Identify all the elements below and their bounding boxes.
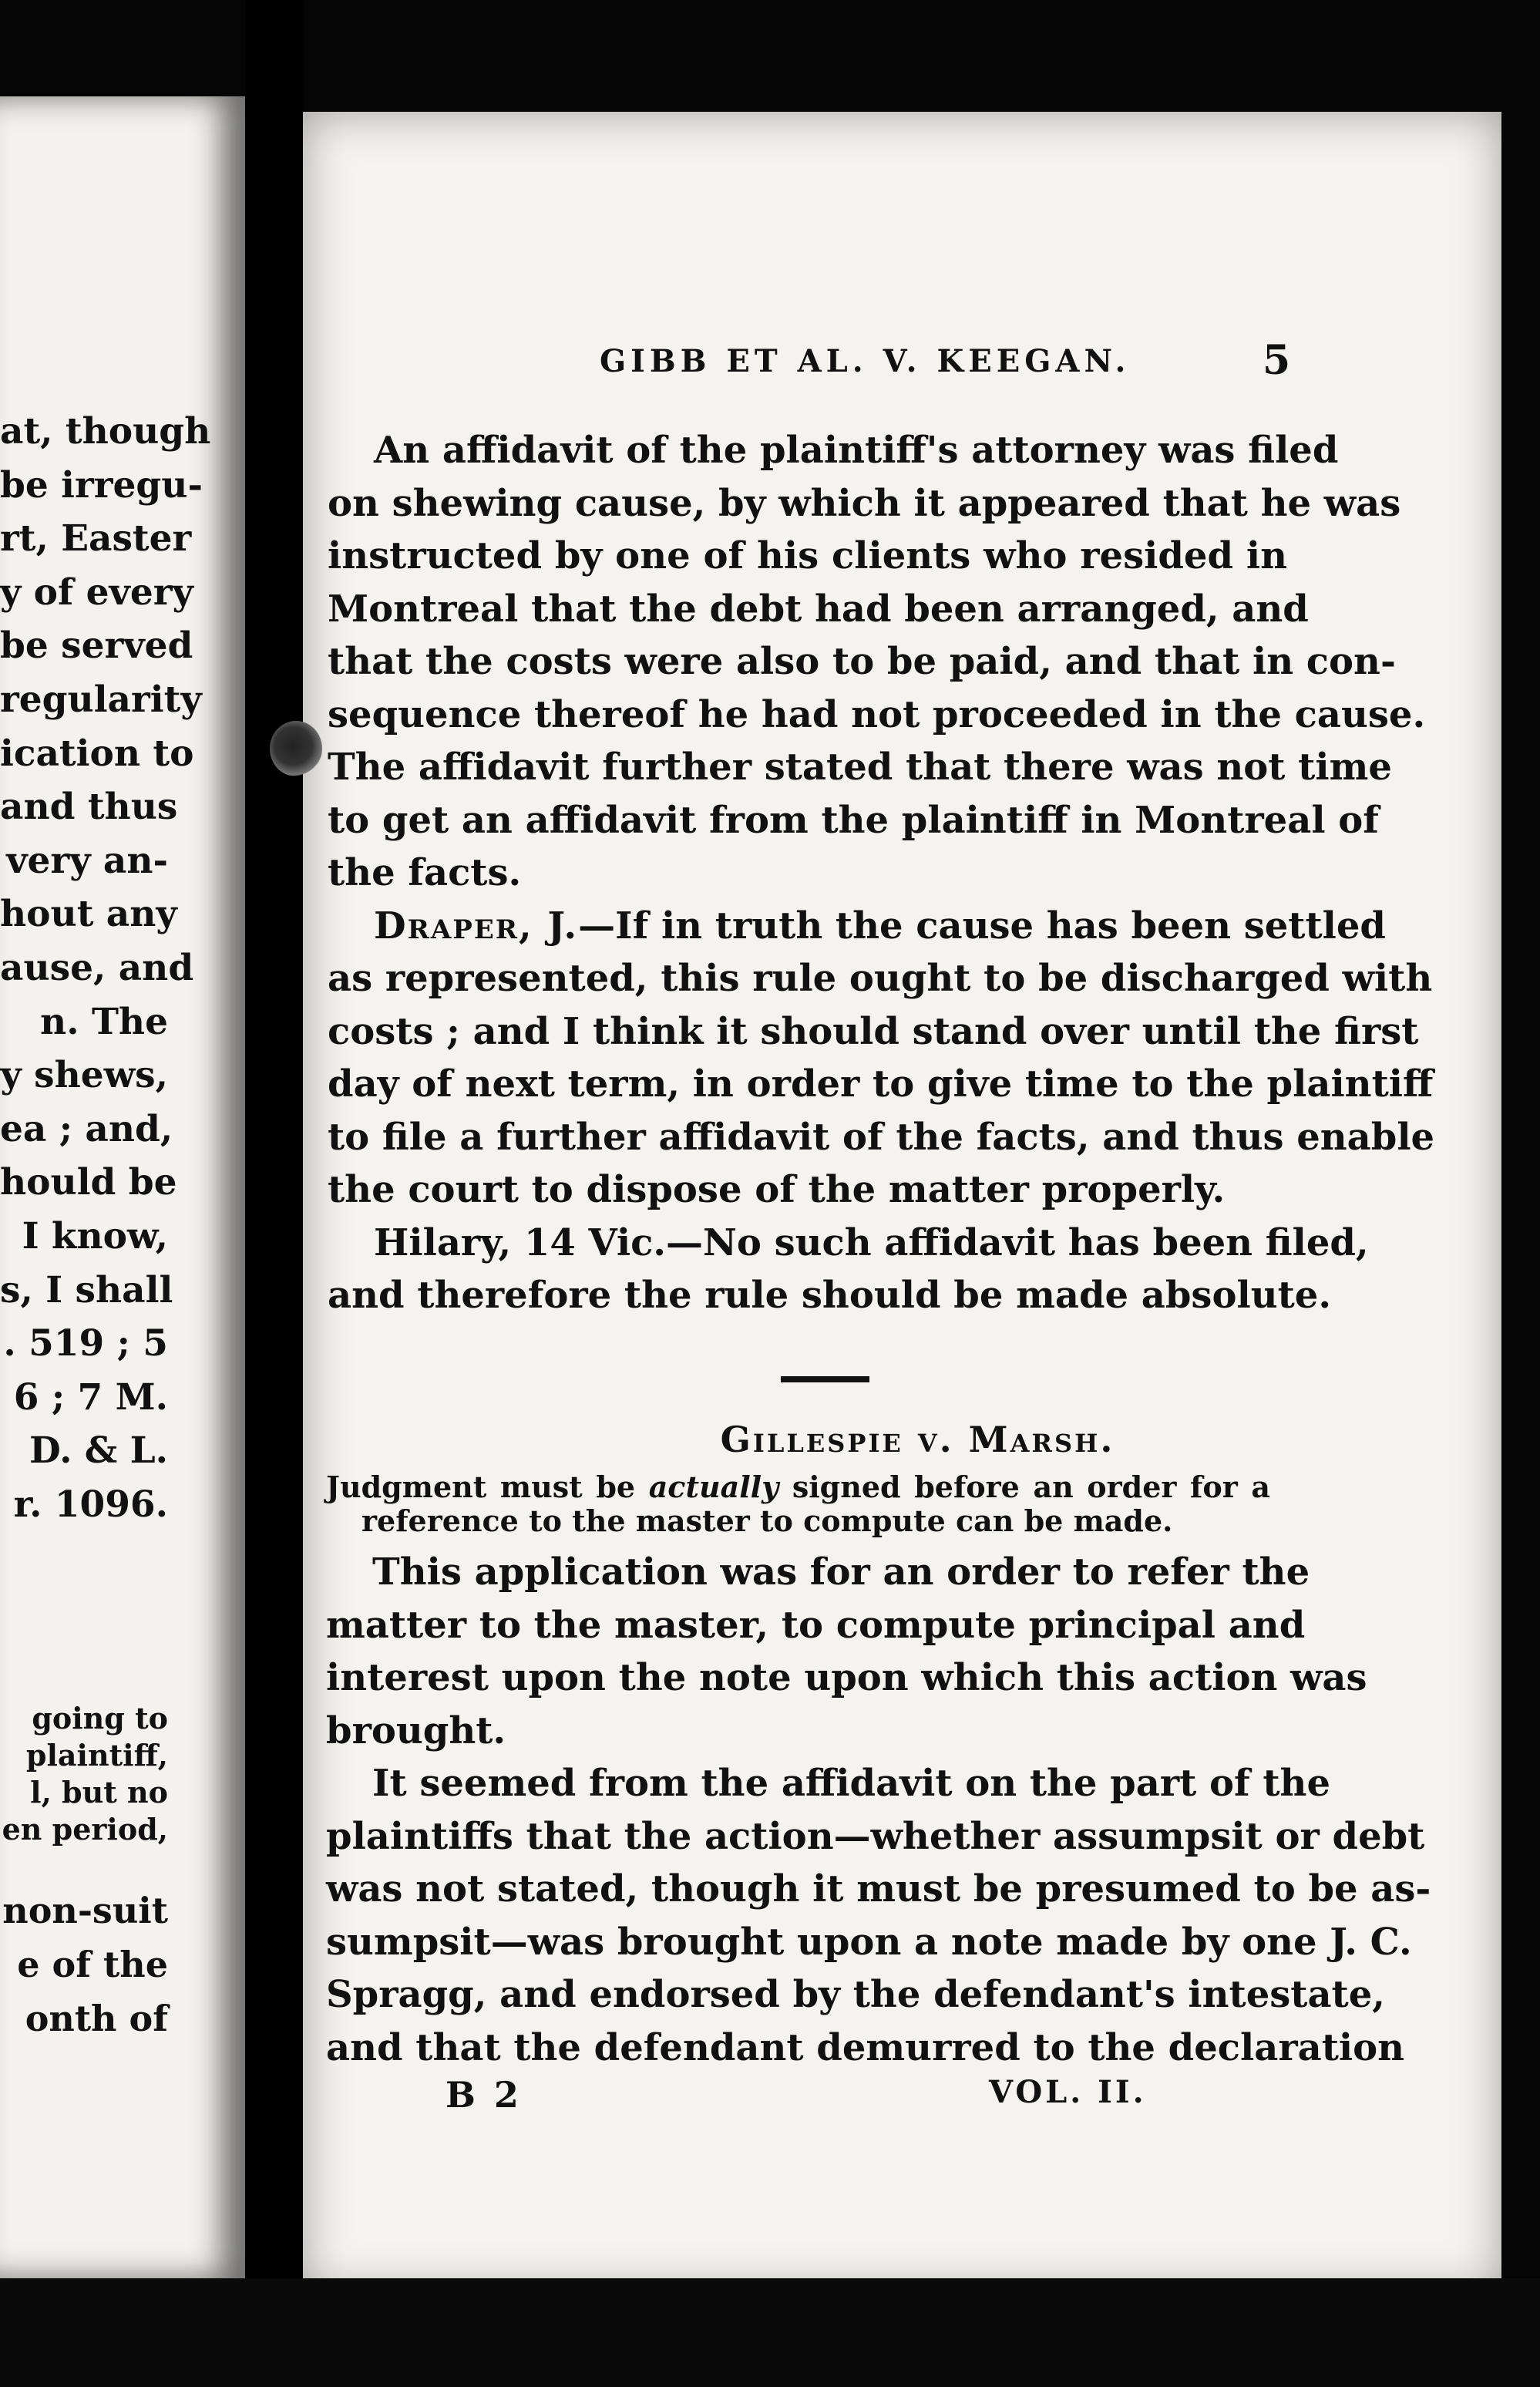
page-footer: [303, 2074, 1501, 2120]
left-line: ause, and: [0, 946, 194, 989]
text-line: that the costs were also to be paid, and that in con-: [328, 640, 1396, 683]
text-line: The affidavit further stated that there was not time: [328, 746, 1392, 789]
text-line: was not stated, though it must be presumed to be as-: [326, 1867, 1431, 1911]
text-line: the facts.: [328, 851, 522, 894]
signature-mark: B 2: [446, 2074, 522, 2116]
left-line: plaintiff,: [25, 1738, 168, 1773]
case-1-body: [328, 424, 1435, 1322]
case-title: Gillespie v. Marsh.: [720, 1419, 1115, 1460]
left-line: be served: [0, 625, 193, 668]
text-fragment: signed before an order for a: [778, 1470, 1271, 1504]
left-line: en period,: [2, 1812, 168, 1847]
text-line: This application was for an order to refer the: [372, 1550, 1310, 1594]
left-line: hout any: [0, 893, 177, 936]
case-2-body: [326, 1546, 1431, 2074]
left-line: r. 1096.: [13, 1483, 168, 1526]
left-line: 6 ; 7 M.: [13, 1375, 168, 1419]
text-line: and therefore the rule should be made absolute.: [328, 1274, 1332, 1317]
text-line: instructed by one of his clients who resided in: [328, 534, 1287, 577]
left-line: y of every: [0, 571, 193, 614]
text-line: as represented, this rule ought to be discharged with: [328, 957, 1433, 1000]
text-line: It seemed from the affidavit on the part of the: [372, 1762, 1330, 1805]
left-page-text-bottom: [0, 1700, 168, 2045]
left-line: very an-: [6, 839, 168, 882]
left-line: y shews,: [0, 1054, 168, 1097]
left-line: e of the: [17, 1944, 168, 1985]
paragraph: [326, 1757, 1431, 2074]
text-line: day of next term, in order to give time to the plaintiff: [328, 1062, 1434, 1106]
text-line: sumpsit—was brought upon a note made by one J. C.: [326, 1920, 1412, 1964]
text-line: sequence thereof he had not proceeded in the cause.: [328, 692, 1426, 736]
left-line: l, but no: [30, 1775, 168, 1810]
text-line: matter to the master, to compute principal and: [326, 1603, 1306, 1647]
ink-blot: [270, 721, 322, 776]
left-line: . 519 ; 5: [3, 1322, 168, 1365]
paragraph: [328, 1217, 1369, 1322]
paragraph: [328, 900, 1435, 1217]
headnote-line: reference to the master to compute can be made.: [361, 1503, 1173, 1538]
text-line: on shewing cause, by which it appeared that he was: [328, 481, 1401, 525]
left-line: I know,: [22, 1214, 168, 1257]
left-line: ea ; and,: [0, 1107, 173, 1150]
text-line: to get an affidavit from the plaintiff in Montreal of: [328, 798, 1379, 842]
left-line: regularity: [0, 678, 202, 721]
page-number: 5: [1263, 337, 1291, 384]
text-line: brought.: [326, 1709, 506, 1752]
left-line: going to: [32, 1701, 168, 1736]
left-line: hould be: [0, 1161, 177, 1204]
text-line: costs ; and I think it should stand over until the first: [328, 1009, 1419, 1053]
left-line: non-suit: [2, 1890, 168, 1931]
main-page: [303, 112, 1501, 2294]
running-head-title: GIBB ET AL. V. KEEGAN.: [600, 343, 1131, 379]
text-line: and that the defendant demurred to the declaration: [326, 2025, 1405, 2069]
text-line: An affidavit of the plaintiff's attorney was filed: [374, 429, 1339, 472]
left-line: rt, Easter: [0, 517, 192, 561]
text-line: Spragg, and endorsed by the defendant's intestate,: [326, 1973, 1385, 2016]
text-fragment: Judgment must be: [326, 1470, 649, 1504]
left-line: n. The: [40, 1000, 168, 1043]
book-gutter: [245, 0, 303, 2387]
left-line: be irregu-: [0, 463, 203, 507]
text-line: to file a further affidavit of the facts, and thus enable: [328, 1115, 1435, 1159]
left-facing-page: [0, 96, 245, 2278]
paragraph: [328, 424, 1426, 900]
section-rule: [781, 1376, 869, 1382]
left-line: and thus: [0, 786, 178, 829]
left-line: D. & L.: [29, 1429, 168, 1473]
left-page-text-top: [0, 405, 211, 1531]
text-line: the court to dispose of the matter properly.: [328, 1168, 1226, 1211]
volume-label: VOL. II.: [989, 2074, 1147, 2110]
text-line: [328, 900, 1386, 953]
left-line: s, I shall: [0, 1268, 173, 1311]
paragraph: [326, 1546, 1367, 1757]
text-line: Hilary, 14 Vic.—No such affidavit has been filed,: [374, 1220, 1369, 1264]
text-line: Montreal that the debt had been arranged, and: [328, 587, 1309, 631]
text-line: plaintiffs that the action—whether assumpsit or debt: [326, 1814, 1425, 1858]
headnote: [326, 1470, 1270, 1538]
judge-name: Draper, J.: [374, 904, 579, 948]
scan-border-bottom: [0, 2278, 1540, 2387]
headnote-line: [326, 1470, 1270, 1504]
running-head: [303, 337, 1501, 389]
left-line: ication to: [0, 732, 194, 775]
left-line: onth of: [25, 1998, 168, 2039]
text-fragment: —If in truth the cause has been settled: [578, 904, 1386, 948]
text-line: interest upon the note upon which this action was: [326, 1656, 1367, 1699]
left-line: at, though: [0, 410, 211, 453]
emphasis: actually: [648, 1470, 779, 1504]
